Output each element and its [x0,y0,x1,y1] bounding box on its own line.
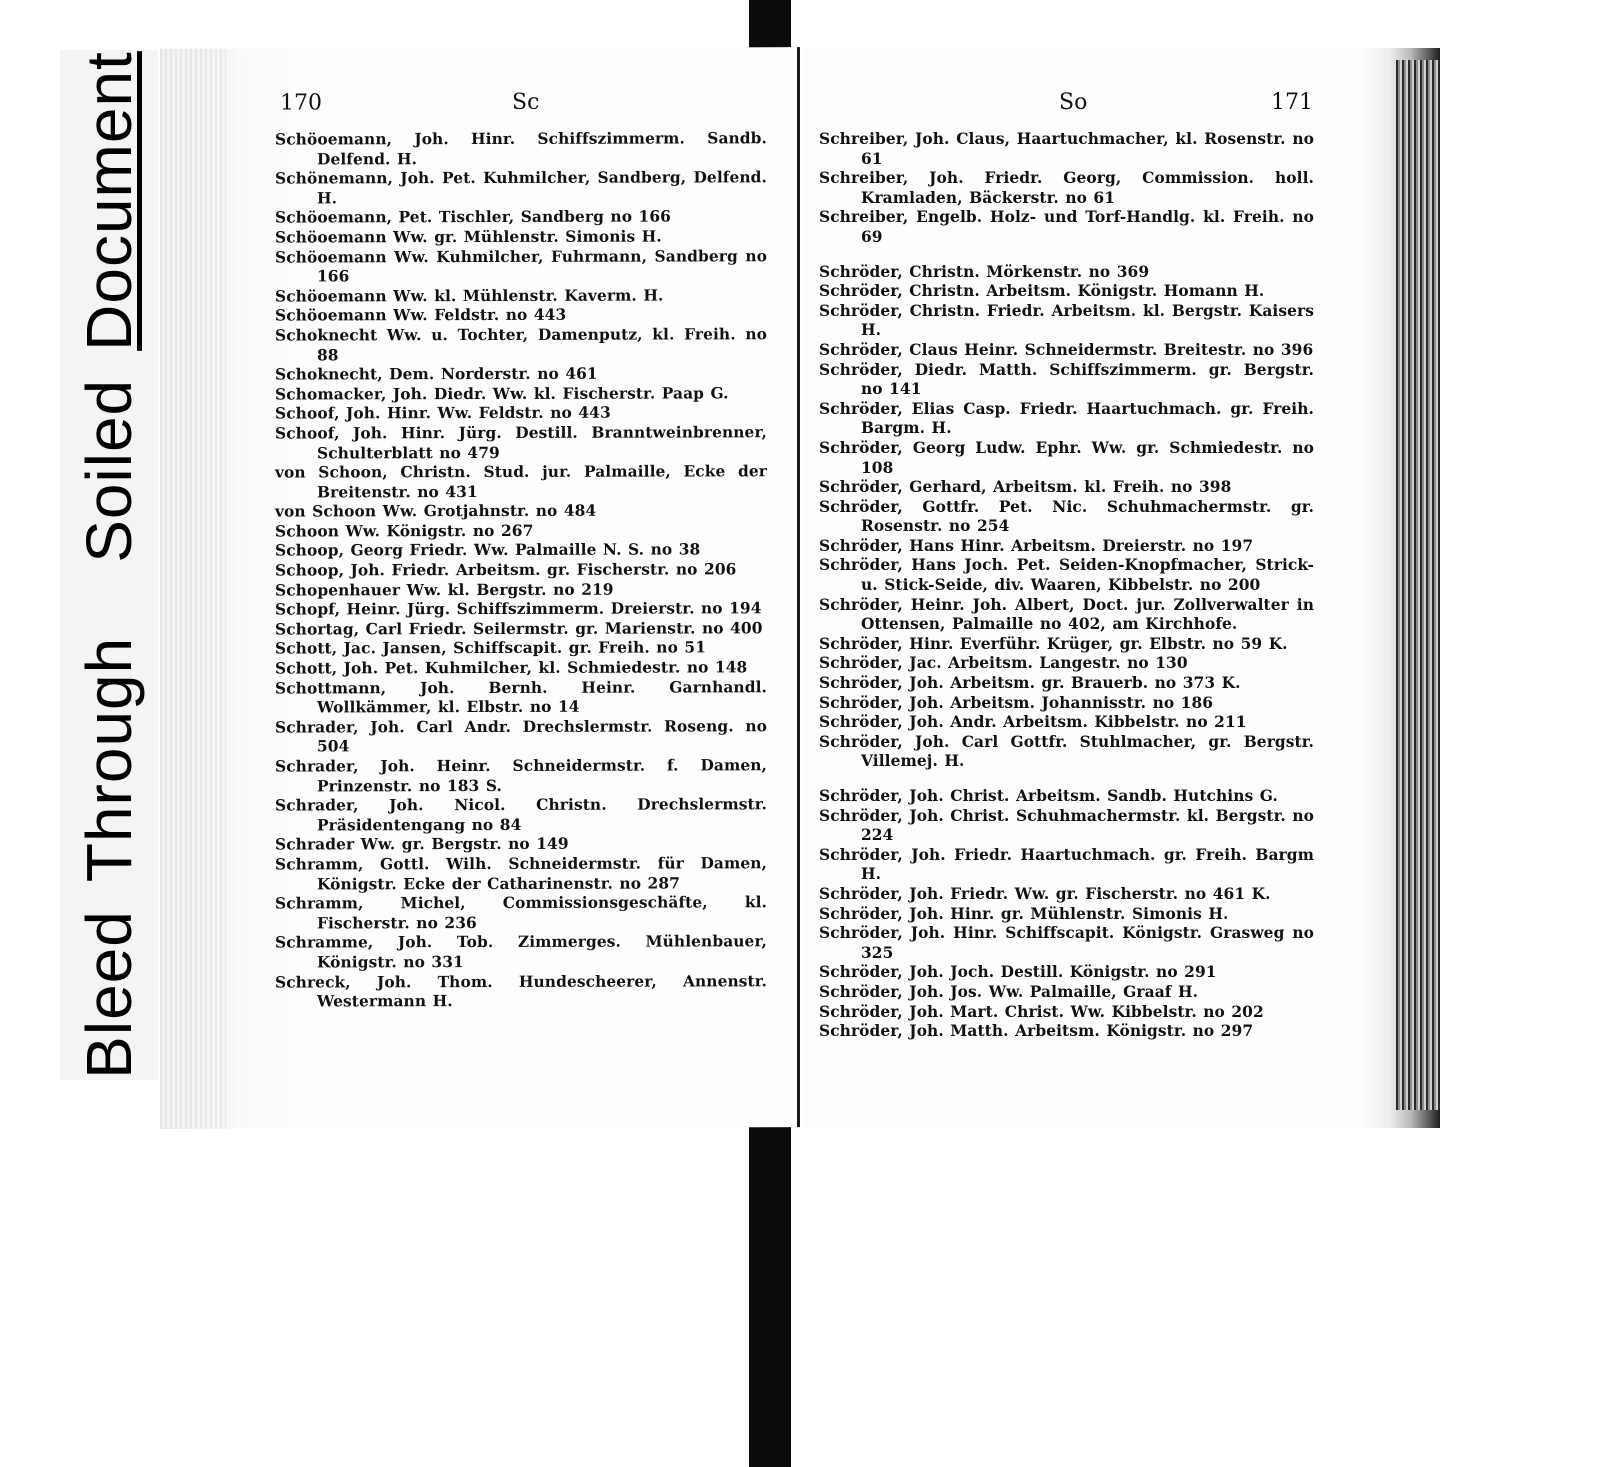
directory-entry: Schrader, Joh. Carl Andr. Drechslermstr. Roseng. no 504 [275,717,767,756]
directory-entry: Schortag, Carl Friedr. Seilermstr. gr. Marienstr. no 400 [275,619,763,639]
directory-entry: Schoon Ww. Königstr. no 267 [275,521,534,541]
directory-entry: Schröder, Gottfr. Pet. Nic. Schuhmachermstr. gr. Rosenstr. no 254 [819,497,1314,536]
directory-entry: Schreiber, Joh. Claus, Haartuchmacher, kl. Rosenstr. no 61 [819,130,1314,168]
directory-entry: Schöoemann Ww. gr. Mühlenstr. Simonis H. [275,227,662,247]
directory-entry: Schoof, Joh. Hinr. Ww. Feldstr. no 443 [275,403,611,423]
directory-entry: Schreiber, Engelb. Holz- und Torf-Handlg. kl. Freih. no 69 [819,208,1314,246]
directory-entry: Schröder, Joh. Joch. Destill. Königstr. no 291 [819,963,1217,982]
directory-entry: Schröder, Joh. Arbeitsm. Johannisstr. no 186 [819,693,1214,712]
directory-entry: Schröder, Jac. Arbeitsm. Langestr. no 130 [819,654,1188,673]
directory-entry: Schottmann, Joh. Bernh. Heinr. Garnhandl. Wollkämmer, kl. Elbstr. no 14 [275,677,767,717]
right-entry-list [819,130,1314,1042]
directory-entry: Schröder, Joh. Hinr. Schiffscapit. Königstr. Grasweg no 325 [819,924,1314,962]
directory-entry: Schott, Jac. Jansen, Schiffscapit. gr. Freih. no 51 [275,638,707,658]
directory-entry: Schröder, Joh. Carl Gottfr. Stuhlmacher, gr. Bergstr. Villemej. H. [819,732,1314,771]
directory-entry: Schöoemann Ww. Feldstr. no 443 [275,306,567,325]
directory-entry: Schröder, Elias Casp. Friedr. Haartuchmach. gr. Freih. Bargm. H. [819,399,1314,438]
directory-entry: Schröder, Joh. Jos. Ww. Palmaille, Graaf H. [819,982,1199,1001]
directory-entry: Schönemann, Joh. Pet. Kuhmilcher, Sandberg, Delfend. H. [275,168,767,208]
directory-entry: Schröder, Joh. Friedr. Haartuchmach. gr. Freih. Bargm H. [819,845,1314,884]
right-page [803,48,1440,1128]
directory-entry: Schröder, Joh. Arbeitsm. gr. Brauerb. no 373 K. [819,674,1241,693]
left-running-head [160,89,797,131]
right-page-edge [1396,60,1440,1110]
directory-entry: von Schoon, Christn. Stud. jur. Palmaille, Ecke der Breitenstr. no 431 [275,462,767,502]
directory-entry: Schröder, Hans Hinr. Arbeitsm. Dreierstr. no 197 [819,536,1254,555]
right-running-head [803,90,1440,130]
directory-entry: Schröder, Joh. Christ. Schuhmachermstr. kl. Bergstr. no 224 [819,806,1314,845]
directory-entry: Schröder, Joh. Andr. Arbeitsm. Kibbelstr. no 211 [819,713,1247,732]
side-label-text [69,51,149,1079]
side-label-word: Document [73,51,145,351]
directory-entry: Schopf, Heinr. Jürg. Schiffszimmerm. Dreierstr. no 194 [275,599,762,619]
directory-entry: Schröder, Heinr. Joh. Albert, Doct. jur. Zollverwalter in Ottensen, Palmaille no 402, am Kirchhofe. [819,595,1314,634]
directory-entry: Schröder, Christn. Arbeitsm. Königstr. Homann H. [819,282,1265,301]
directory-entry: Schröder, Hinr. Everführ. Krüger, gr. Elbstr. no 59 K. [819,634,1288,653]
directory-entry: Schröder, Christn. Mörkenstr. no 369 [819,262,1150,281]
directory-entry: Schramm, Michel, Commissionsgeschäfte, kl. Fischerstr. no 236 [275,893,767,933]
directory-entry: Schrader, Joh. Heinr. Schneidermstr. f. Damen, Prinzenstr. no 183 S. [275,756,767,796]
side-label-word: Through [73,636,145,883]
directory-entry: Schröder, Joh. Mart. Christ. Ww. Kibbelstr. no 202 [819,1002,1264,1021]
directory-entry: Schöoemann Ww. Kuhmilcher, Fuhrmann, Sandberg no 166 [275,246,767,286]
directory-entry: Schoof, Joh. Hinr. Jürg. Destill. Branntweinbrenner, Schulterblatt no 479 [275,423,767,462]
directory-entry: Schramm, Gottl. Wilh. Schneidermstr. für Damen, Königstr. Ecke der Catharinenstr. no 287 [275,854,767,893]
side-label-word: Soiled [73,378,145,563]
directory-entry: Schröder, Gerhard, Arbeitsm. kl. Freih. no 398 [819,478,1232,497]
directory-entry: Schöoemann, Pet. Tischler, Sandberg no 166 [275,207,671,227]
directory-entry: Schröder, Joh. Christ. Arbeitsm. Sandb. Hutchins G. [819,787,1278,805]
page-number: 170 [280,90,322,116]
directory-entry: Schöoemann Ww. kl. Mühlenstr. Kaverm. H. [275,286,664,306]
directory-entry: Schrader, Joh. Nicol. Christn. Drechslermstr. Präsidentengang no 84 [275,795,767,835]
directory-entry: Schröder, Claus Heinr. Schneidermstr. Breitestr. no 396 [819,340,1314,359]
left-entry-list [275,129,767,1012]
page-number: 171 [1271,90,1313,115]
side-label [60,50,158,1080]
directory-entry: Schomacker, Joh. Diedr. Ww. kl. Fischerstr. Paap G. [275,384,729,404]
directory-entry: Schröder, Georg Ludw. Ephr. Ww. gr. Schmiedestr. no 108 [819,438,1314,477]
directory-entry: Schöoemann, Joh. Hinr. Schiffszimmerm. Sandb. Delfend. H. [275,129,767,169]
directory-entry: Schröder, Joh. Matth. Arbeitsm. Königstr. no 297 [819,1022,1254,1041]
spine-bottom-strip [749,1120,791,1467]
left-page [160,47,800,1129]
directory-entry: Schreiber, Joh. Friedr. Georg, Commission. holl. Kramladen, Bäckerstr. no 61 [819,169,1314,207]
directory-entry: Schoknecht, Dem. Norderstr. no 461 [275,364,598,384]
directory-entry: Schramme, Joh. Tob. Zimmerges. Mühlenbauer, Königstr. no 331 [275,932,767,972]
directory-entry: Schröder, Joh. Hinr. gr. Mühlenstr. Simonis H. [819,904,1229,923]
directory-entry: Schott, Joh. Pet. Kuhmilcher, kl. Schmiedestr. no 148 [275,658,748,678]
directory-entry: Schröder, Hans Joch. Pet. Seiden-Knopfmacher, Strick- u. Stick-Seide, div. Waaren, Kibbelstr. no 200 [819,556,1314,595]
directory-entry: Schröder, Diedr. Matth. Schiffszimmerm. gr. Bergstr. no 141 [819,360,1314,399]
directory-entry: Schrader Ww. gr. Bergstr. no 149 [275,835,569,854]
left-page-edge [160,49,226,1129]
directory-entry: Schröder, Christn. Friedr. Arbeitsm. kl. Bergstr. Kaisers H. [819,301,1314,340]
directory-entry: Schröder, Joh. Friedr. Ww. gr. Fischerstr. no 461 K. [819,884,1271,903]
open-book [160,48,1440,1128]
directory-entry: von Schoon Ww. Grotjahnstr. no 484 [275,501,597,521]
directory-entry: Schoknecht Ww. u. Tochter, Damenputz, kl. Freih. no 88 [275,325,767,364]
directory-entry: Schoop, Georg Friedr. Ww. Palmaille N. S. no 38 [275,540,701,561]
page-header: Sc [512,89,540,115]
directory-entry: Schreck, Joh. Thom. Hundescheerer, Annenstr. Westermann H. [275,971,767,1011]
directory-entry: Schopenhauer Ww. kl. Bergstr. no 219 [275,580,614,600]
directory-entry: Schoop, Joh. Friedr. Arbeitsm. gr. Fischerstr. no 206 [275,560,737,580]
page-header: So [1059,90,1088,115]
side-label-word: Bleed [73,910,145,1079]
